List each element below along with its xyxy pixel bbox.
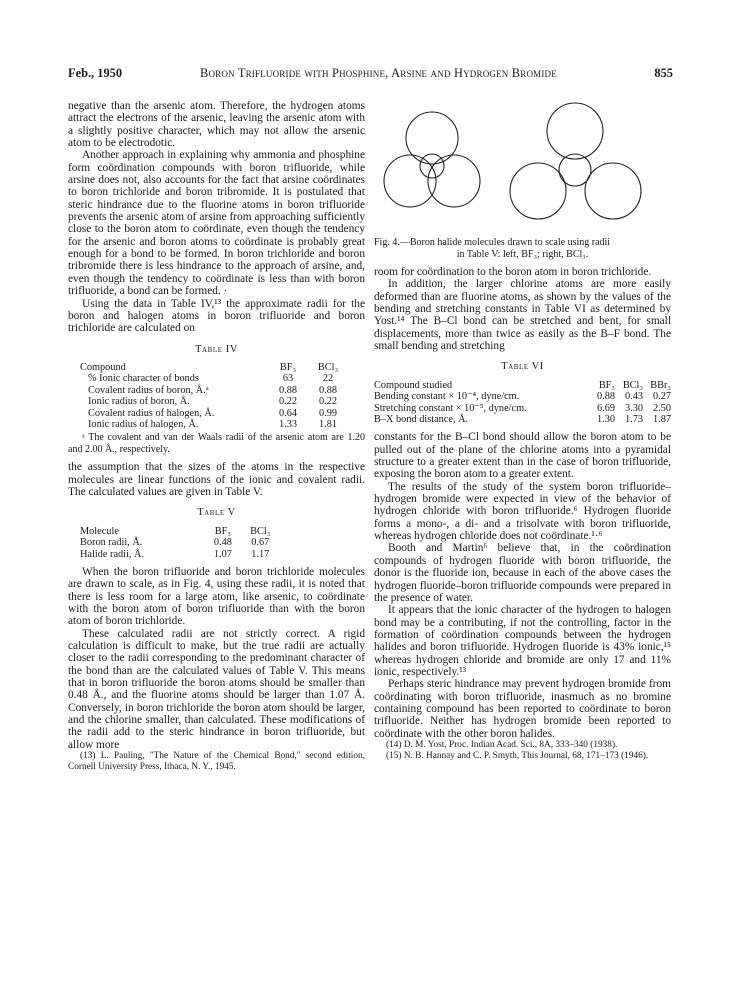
header-date: Feb., 1950 bbox=[68, 66, 123, 80]
paragraph: Using the data in Table IV,¹³ the approximate radii for the boron and halogen atoms in boron trifluoride and boron trichloride are calculated on bbox=[68, 297, 365, 335]
table-cell: 22 bbox=[322, 373, 334, 385]
table-row bbox=[374, 391, 671, 402]
table-cell: Stretching constant × 10⁻⁵, dyne/cm. bbox=[374, 402, 527, 414]
table-cell: 0.67 bbox=[251, 537, 270, 549]
footnote-14: (14) D. M. Yost, Proc. Indian Acad. Sci., 8A, 333–340 (1938). bbox=[386, 739, 618, 750]
table-cell: % Ionic character of bonds bbox=[88, 373, 199, 385]
table-header-row bbox=[80, 526, 280, 537]
table-header-row bbox=[374, 380, 671, 391]
table-cell: B–X bond distance, Å. bbox=[374, 413, 469, 425]
chlorine-atom bbox=[510, 163, 566, 219]
table-row bbox=[374, 403, 671, 414]
table-vi bbox=[374, 380, 671, 426]
table-cell: 0.43 bbox=[624, 391, 643, 403]
table-row bbox=[80, 549, 280, 560]
right-column bbox=[374, 100, 671, 762]
table-header-cell: Compound bbox=[80, 361, 126, 373]
figure-caption-line: Fig. 4.—Boron halide molecules drawn to scale using radii bbox=[374, 237, 611, 248]
table-cell: 0.22 bbox=[278, 396, 298, 408]
table-row bbox=[80, 373, 348, 384]
table-cell: 63 bbox=[282, 373, 294, 385]
table-cell: 2.50 bbox=[652, 402, 671, 414]
table-cell: 1.33 bbox=[278, 418, 298, 430]
table-row bbox=[80, 419, 348, 430]
table-cell: 6.69 bbox=[596, 402, 615, 414]
table-header-cell: BBr₃ bbox=[650, 379, 671, 391]
footnote-13: (13) L. Pauling, "The Nature of the Chemical Bond," second edition, Cornell University Press, Ithaca, N. Y., 1945. bbox=[68, 751, 365, 772]
paragraph: constants for the B–Cl bond should allow the boron atom to be pulled out of the plane of the chlorine atoms into a pyramidal structure to a greater extent than in the case of boron trifluoride, exposing the boron atom to a greater extent. bbox=[374, 431, 671, 481]
paragraph: the assumption that the sizes of the atoms in the respective molecules are linear functions of the ionic and covalent radii. The calculated values are given in Table V. bbox=[68, 461, 365, 498]
table-cell: 0.88 bbox=[596, 391, 615, 403]
paragraph: negative than the arsenic atom. Therefore, the hydrogen atoms attract the electrons of the arsenic, leaving the arsenic atom with a slightly positive character, which may not allow the arsenic atom to be electrodotic. bbox=[68, 100, 365, 150]
chlorine-atom bbox=[585, 163, 641, 219]
footnote-15: (15) N. B. Hannay and C. P. Smyth, This Journal, 68, 171–173 (1946). bbox=[386, 750, 649, 761]
table-cell: 3.30 bbox=[624, 402, 643, 414]
running-header bbox=[68, 66, 673, 86]
table-vi-caption: Table VI bbox=[501, 361, 544, 373]
table-cell: 0.22 bbox=[318, 396, 338, 408]
table-cell: Covalent radius of boron, Å.ᵃ bbox=[88, 384, 209, 396]
table-cell: 0.88 bbox=[278, 384, 298, 396]
table-row bbox=[374, 414, 671, 425]
table-cell: 1.17 bbox=[251, 548, 270, 560]
table-v bbox=[80, 526, 280, 560]
table-cell: 0.64 bbox=[278, 407, 298, 419]
header-title: Boron Trifluoride with Phosphine, Arsine and Hydrogen Bromide bbox=[200, 66, 557, 80]
figure-caption-line: in Table V: left, BF₃; right, BCl₃. bbox=[456, 248, 589, 260]
table-cell: 0.99 bbox=[318, 407, 338, 419]
table-cell: Ionic radius of boron, Å. bbox=[88, 396, 190, 408]
table-header-cell: BF₃ bbox=[214, 525, 231, 537]
table-v-caption: Table V bbox=[197, 507, 236, 519]
table-header-cell: BCl₃ bbox=[317, 361, 339, 373]
table-cell: Ionic radius of halogen, Å. bbox=[88, 418, 199, 430]
figure-4 bbox=[374, 100, 671, 235]
table-cell: 1.87 bbox=[652, 413, 671, 425]
paragraph: These calculated radii are not strictly correct. A rigid calculation is difficult to make, but the true radii are actually closer to the radii corresponding to the predominant character of the bond than are the calculated values of Table V. This means that in boron trifluoride the boron atoms should be smaller than 0.48 Å., and the fluorine atoms should be larger than 1.07 Å. Conversely, in boron trichloride the boron atom should be larger, and the chlorine smaller, than calculated. These modifications of the radii add to the steric hindrance in boron trifluoride, but allow more bbox=[68, 627, 365, 751]
paragraph: Perhaps steric hindrance may prevent hydrogen bromide from coördinating with boron trifluoride, inasmuch as no bromine containing compound has been reported to coördinate to boron trifluoride. Neither has hydrogen bromide been reported to coördinate with the other boron halides. bbox=[374, 678, 671, 740]
table-cell: Halide radii, Å. bbox=[80, 548, 145, 560]
table-iv bbox=[80, 362, 348, 430]
table-row bbox=[80, 537, 280, 548]
table-row bbox=[80, 408, 348, 419]
paragraph: The results of the study of the system boron trifluoride–hydrogen bromide were expected in view of the behavior of hydrogen chloride with boron trifluoride.⁶ Hydrogen fluoride forms a mono-, a di- and a trisolvate with boron trifluoride, whereas hydrogen chloride does not coördinate.¹·⁶ bbox=[374, 480, 671, 543]
table-cell: 1.73 bbox=[624, 413, 643, 425]
table-iv-footnote: ᵃ The covalent and van der Waals radii of the arsenic atom are 1.20 and 2.00 Å., respectively. bbox=[68, 432, 365, 455]
table-header-cell: BCl₃ bbox=[622, 379, 643, 391]
table-cell: Bending constant × 10⁻⁴, dyne/cm. bbox=[374, 391, 520, 403]
page-number: 855 bbox=[654, 66, 673, 80]
table-header-cell: BCl₃ bbox=[250, 525, 271, 537]
table-header-cell: Molecule bbox=[80, 525, 119, 537]
boron-atom bbox=[420, 154, 444, 178]
table-cell: Boron radii, Å. bbox=[80, 537, 143, 549]
table-row bbox=[80, 385, 348, 396]
paragraph: When the boron trifluoride and boron trichloride molecules are drawn to scale, as in Fig. 4, using these radii, it is noted that there is less room for a large atom, like arsenic, to coördinate with the boron atom of boron trifluoride than with the boron atom of boron trichloride. bbox=[68, 565, 365, 628]
paragraph: Another approach in explaining why ammonia and phosphine form coördination compounds with boron trifluoride, while arsine does not, also accounts for the fact that arsine coördinates to boron trichloride and boron tribromide. It is postulated that steric hindrance due to the fluorine atoms in boron trifluoride prevents the arsenic atom of arsine from approaching sufficiently close to the boron atom to coördinate, even though the tendency for the arsenic and boron atoms to coördinate is probably great enough for a bond to be formed. In boron trichloride and boron tribromide there is less hindrance to the approach of arsine, and, even though the tendency to coördinate is less than with boron trifluoride, a bond can be formed. · bbox=[68, 149, 365, 298]
table-cell: 1.30 bbox=[596, 413, 615, 425]
table-cell: 0.88 bbox=[318, 384, 338, 396]
table-cell: 1.07 bbox=[213, 548, 232, 560]
paragraph: room for coördination to the boron atom in boron trichloride. bbox=[374, 266, 652, 278]
paragraph: In addition, the larger chlorine atoms are more easily deformed than are fluorine atoms, as shown by the values of the bending and stretching constants in Table VI as determined by Yost.¹⁴ The B–Cl bond can be stretched and bent, for small displacements, more than twice as easily as the B–F bond. The small bending and stretching bbox=[374, 278, 671, 353]
table-header-cell: Compound studied bbox=[374, 379, 453, 391]
paragraph: It appears that the ionic character of the hydrogen to halogen bond may be a contributing, if not the controlling, factor in the formation of coördination compounds between the hydrogen halides and boron trifluoride. Hydrogen fluoride is 43% ionic,¹⁵ whereas hydrogen chloride and bromide are only 17 and 11% ionic, respectively.¹³ bbox=[374, 604, 671, 678]
paragraph: Booth and Martin⁶ believe that, in the coördination compounds of hydrogen fluoride with boron trifluoride, the donor is the fluoride ion, because in each of the above cases the hydrogen fluoride–boron trifluoride compounds were prepared in the presence of water. bbox=[374, 542, 671, 604]
table-header-cell: BF₃ bbox=[279, 361, 297, 373]
fluorine-atom bbox=[406, 112, 458, 164]
table-cell: 0.48 bbox=[213, 537, 232, 549]
table-cell: Covalent radius of halogen, Å. bbox=[88, 407, 215, 419]
table-cell: 1.81 bbox=[318, 418, 338, 430]
table-header-cell: BF₃ bbox=[598, 379, 615, 391]
table-row bbox=[80, 396, 348, 407]
table-header-row bbox=[80, 362, 348, 373]
left-column bbox=[68, 100, 365, 773]
table-iv-caption: Table IV bbox=[195, 343, 238, 355]
table-cell: 0.27 bbox=[652, 391, 671, 403]
chlorine-atom bbox=[547, 103, 603, 159]
figure-4-caption bbox=[374, 237, 671, 260]
molecule-drawings bbox=[374, 100, 671, 235]
